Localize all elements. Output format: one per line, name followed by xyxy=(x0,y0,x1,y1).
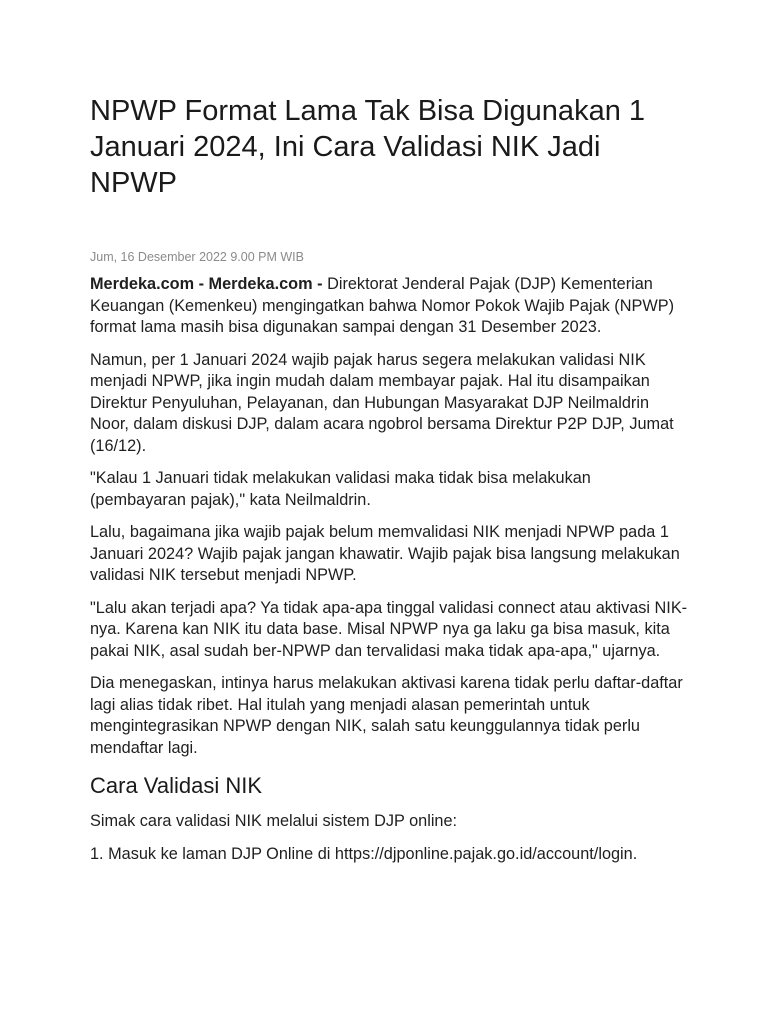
lead-text: Direktorat Jenderal Pajak (DJP) Kementerian Keuangan (Kemenkeu) mengingatkan bahwa Nomor Pokok Wajib Pajak (NPWP) format lama masih bisa digunakan sampai dengan 31 Desember 2023. xyxy=(90,275,674,336)
section-heading: Cara Validasi NIK xyxy=(90,773,262,798)
body-paragraph: Namun, per 1 Januari 2024 wajib pajak harus segera melakukan validasi NIK menjadi NPWP, jika ingin mudah dalam membayar pajak. Hal itu disampaikan Direktur Penyuluhan, Pelayanan, dan Hubungan Masyarakat DJP Neilmaldrin Noor, dalam diskusi DJP, dalam acara ngobrol bersama Direktur P2P DJP, Jumat (16/12). xyxy=(90,350,674,455)
article-date: Jum, 16 Desember 2022 9.00 PM WIB xyxy=(90,250,304,264)
quote-paragraph: "Kalau 1 Januari tidak melakukan validasi maka tidak bisa melakukan (pembayaran pajak)," kata Neilmaldrin. xyxy=(90,469,591,509)
body-paragraph: Dia menegaskan, intinya harus melakukan aktivasi karena tidak perlu daftar-daftar lagi alias tidak ribet. Hal itulah yang menjadi alasan pemerintah untuk mengintegrasikan NPWP dengan NIK, salah satu keunggulannya tidak perlu mendaftar lagi. xyxy=(90,674,683,757)
body-paragraph: Lalu, bagaimana jika wajib pajak belum memvalidasi NIK menjadi NPWP pada 1 Januari 2024? Wajib pajak jangan khawatir. Wajib pajak bisa langsung melakukan validasi NIK tersebut menjadi NPWP. xyxy=(90,523,680,584)
lead-paragraph xyxy=(90,274,690,339)
step-item: 1. Masuk ke laman DJP Online di https://djponline.pajak.go.id/account/login. xyxy=(90,844,638,863)
article-title: NPWP Format Lama Tak Bisa Digunakan 1 Januari 2024, Ini Cara Validasi NIK Jadi NPWP xyxy=(90,95,646,199)
section-intro: Simak cara validasi NIK melalui sistem DJP online: xyxy=(90,812,458,830)
quote-paragraph: "Lalu akan terjadi apa? Ya tidak apa-apa tinggal validasi connect atau aktivasi NIK-nya. Karena kan NIK itu data base. Misal NPWP nya ga laku ga bisa masuk, kita pakai NIK, asal sudah ber-NPWP dan tervalidasi maka tidak apa-apa," ujarnya. xyxy=(90,598,688,660)
lead-source: Merdeka.com - Merdeka.com - xyxy=(90,275,323,293)
